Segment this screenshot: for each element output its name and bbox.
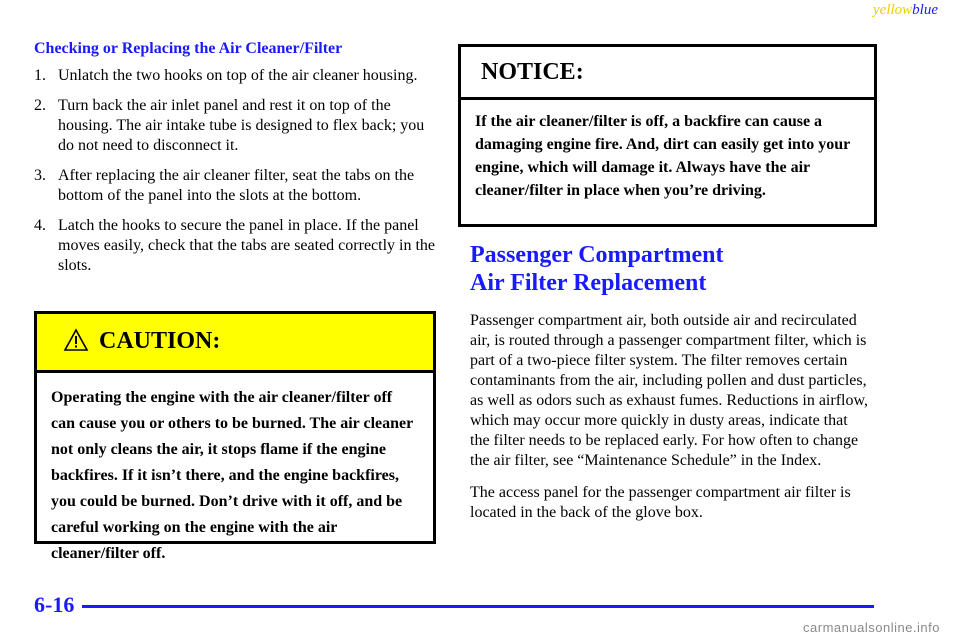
section-title (470, 241, 870, 297)
header-tag-blue: blue (912, 2, 938, 18)
list-item (34, 66, 444, 86)
list-item (34, 216, 444, 276)
header-tag-yellow: yellow (873, 2, 913, 18)
notice-text: If the air cleaner/filter is off, a backfire can cause a damaging engine fire. And, dirt can easily get into your engine, which will damage it. Always have the air cleaner/filter in place when you’re driving. (475, 113, 850, 199)
list-item (34, 96, 444, 156)
header-color-tag (873, 2, 938, 19)
section-paragraph-2: The access panel for the passenger compartment air filter is located in the back of the glove box. (470, 484, 851, 521)
page-number: 6-16 (34, 592, 75, 617)
watermark: carmanualsonline.info (803, 620, 940, 635)
right-column (470, 241, 870, 535)
step-number: 3. (34, 167, 46, 184)
step-number: 4. (34, 217, 46, 234)
step-number: 1. (34, 67, 46, 84)
warning-triangle-icon (63, 328, 89, 357)
air-cleaner-heading: Checking or Replacing the Air Cleaner/Filter (34, 40, 343, 57)
notice-header (461, 47, 874, 100)
caution-text: Operating the engine with the air cleaner/filter off can cause you or others to be burned. The air cleaner not only cleans the air, it stops flame if the engine backfires. If it isn’t there, and the engine backfires, you could be burned. Don’t drive with it off, and be careful working on the engine with the air cleaner/filter off. (51, 389, 413, 562)
section-paragraph-1: Passenger compartment air, both outside air and recirculated air, is routed through a passenger compartment filter, which is part of a two-piece filter system. The filter removes certain contaminants from the air, including pollen and dust particles, as well as odors such as exhaust fumes. Reductions in airflow, which may occur more quickly in dusty areas, indicate that the filter needs to be replaced early. For how often to change the air filter, see “Maintenance Schedule” in the Index. (470, 312, 868, 469)
step-text: Latch the hooks to secure the panel in place. If the panel moves easily, check that the tabs are seated correctly in the slots. (58, 217, 436, 274)
footer-divider (82, 605, 874, 608)
step-text: Turn back the air inlet panel and rest it on top of the housing. The air intake tube is designed to flex back; you do not need to disconnect it. (58, 97, 425, 154)
notice-box (458, 44, 877, 227)
caution-box (34, 311, 436, 562)
caution-header (37, 314, 433, 373)
steps-list (34, 66, 444, 276)
section-title-line1: Passenger Compartment (470, 242, 724, 268)
left-column (34, 40, 444, 286)
notice-title: NOTICE: (481, 59, 584, 85)
step-number: 2. (34, 97, 46, 114)
list-item (34, 166, 444, 206)
section-title-line2: Air Filter Replacement (470, 270, 707, 296)
step-text: After replacing the air cleaner filter, seat the tabs on the bottom of the panel into the slots at the bottom. (58, 167, 415, 204)
caution-title: CAUTION: (99, 328, 221, 354)
step-text: Unlatch the two hooks on top of the air cleaner housing. (58, 67, 418, 84)
